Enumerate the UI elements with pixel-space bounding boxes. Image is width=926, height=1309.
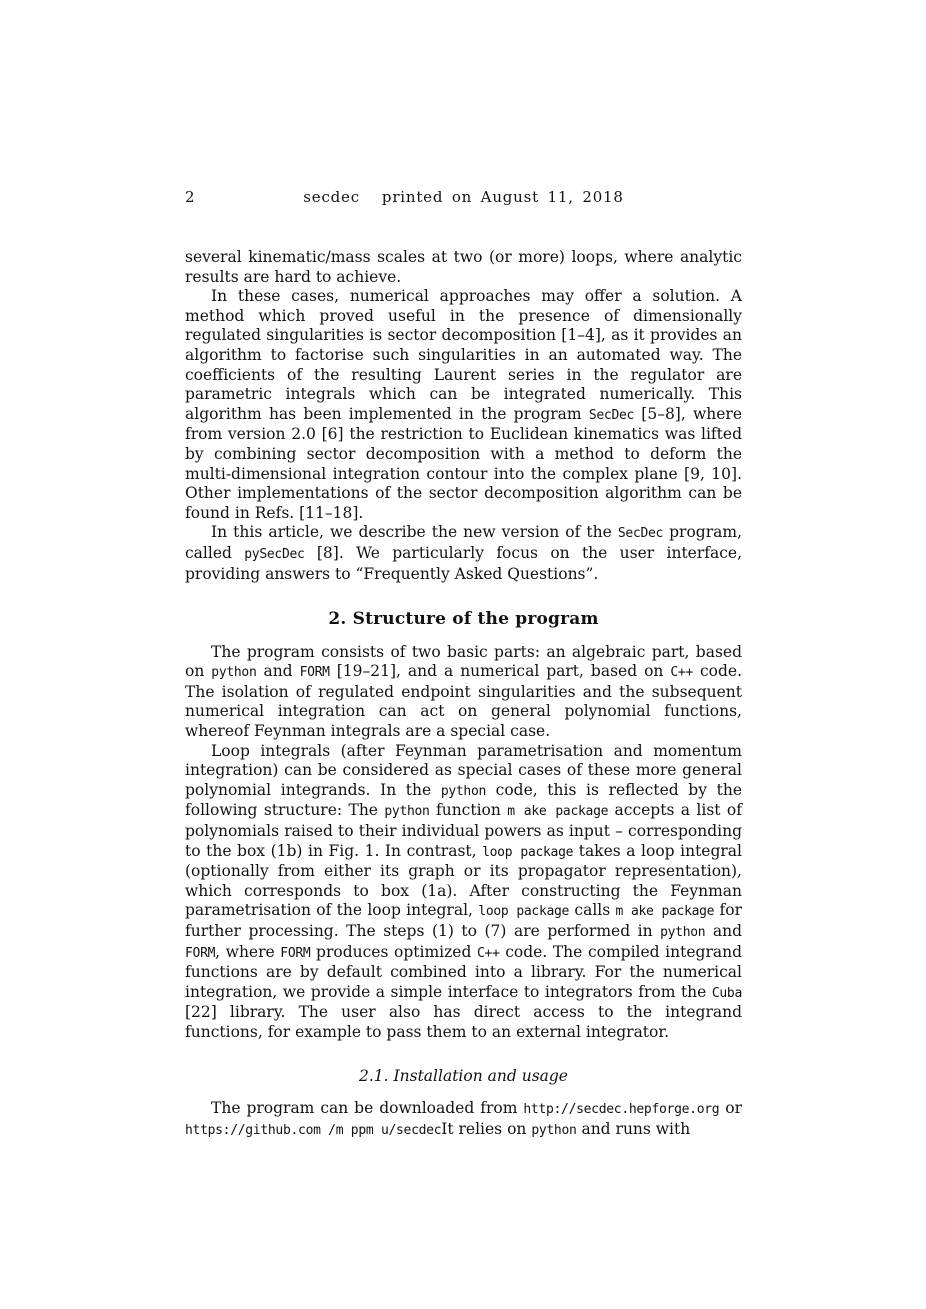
code-inline: m ake package	[615, 904, 715, 920]
paragraph	[185, 523, 742, 584]
text-run: [19–21], and a numerical part, based on	[329, 662, 671, 681]
code-inline: C++	[477, 945, 500, 961]
text-run: [5–8], where from version 2.0 [6] the restriction to Euclidean kinematics was lifted by combining sector decomposition with a method to deform the multi-dimensional integration contour into the complex plane [9, 10]. Other implementations of the sector decomposition algorithm can be found in Refs. [11–18].	[185, 404, 742, 522]
paragraph	[185, 248, 742, 287]
page-content	[185, 188, 742, 1140]
text-run: [8]. We particularly focus on the user interface, providing answers to “Frequently Asked Questions”.	[185, 543, 743, 583]
running-title-right: printed on August 11, 2018	[381, 188, 624, 206]
text-run: several kinematic/mass scales at two (or more) loops, where analytic results are hard to achieve.	[185, 248, 742, 286]
code-inline: python	[384, 804, 430, 820]
paragraph	[185, 643, 742, 742]
code-inline: loop package	[478, 904, 570, 920]
code-inline: python	[531, 1122, 577, 1138]
code-inline: SecDec	[588, 407, 635, 423]
code-inline: C++	[670, 665, 693, 681]
section-heading: 2. Structure of the program	[328, 609, 599, 630]
code-inline: m ake package	[507, 804, 609, 820]
text-run: code, this is reflected by the following structure: The	[185, 780, 742, 820]
code-inline: FORM	[185, 945, 216, 961]
text-run: and runs with	[576, 1119, 691, 1138]
text-run: takes a loop integral (optionally from either its graph or its propagator representation), which corresponds to box (1a). After constructing the Feynman parametrisation of the loop integral,	[185, 841, 742, 920]
text-run: produces optimized	[310, 942, 477, 961]
link-url[interactable]: http://secdec.hepforge.org	[523, 1102, 720, 1118]
text-run: In this article, we describe the new version of the	[211, 523, 618, 542]
text-run: In these cases, numerical approaches may offer a solution. A method which proved useful in the presence of dimensionally regulated singularities is sector decomposition [1–4], as it provides an algorithm to factorise such singularities in an automated way. The coefficients of the resulting Laurent series in the regulator are parametric integrals which can be integrated numerically. This algorithm has been implemented in the program	[185, 287, 742, 423]
text-run: or	[719, 1099, 743, 1118]
code-inline: SecDec	[617, 526, 664, 542]
code-inline: python	[440, 783, 487, 799]
code-inline: loop package	[482, 844, 574, 860]
text-run: calls	[569, 901, 616, 920]
text-run: and	[256, 662, 300, 681]
running-title-left: secdec	[303, 188, 360, 206]
text-run: function	[429, 801, 508, 820]
text-run: [22] library. The user also has direct access to the integrand functions, for example to pass them to an external integrator.	[185, 1003, 742, 1041]
running-head	[185, 188, 742, 208]
paragraph	[185, 1099, 742, 1140]
running-title	[185, 188, 742, 206]
code-inline: FORM	[299, 665, 330, 681]
paragraph	[185, 742, 742, 1043]
text-run: and	[705, 922, 742, 940]
text-run: The program can be downloaded from	[211, 1099, 524, 1118]
code-inline: FORM	[280, 945, 311, 961]
subsection-heading: 2.1. Installation and usage	[359, 1066, 568, 1085]
article-body	[185, 248, 742, 1140]
paragraph	[185, 287, 742, 523]
code-inline: python	[660, 925, 706, 940]
text-run: The program consists of two basic parts: an algebraic part, based on	[185, 642, 742, 681]
text-run: code. The compiled integrand functions are by default combined into a library. For the numerical integration, we provide a simple interface to integrators from the	[185, 942, 743, 1001]
link-url[interactable]: https://github.com /m ppm u/secdec	[185, 1122, 442, 1138]
page-number: 2	[185, 188, 196, 206]
text-run: code. The isolation of regulated endpoint singularities and the subsequent numerical integration can act on general polynomial functions, whereof Feynman integrals are a special case.	[185, 662, 742, 741]
code-inline: Cuba	[711, 985, 742, 1001]
code-inline: pySecDec	[244, 546, 305, 562]
text-run: program, called	[185, 523, 742, 562]
text-run: for further processing. The steps (1) to (7) are performed in	[185, 901, 742, 940]
text-run: , where	[215, 942, 281, 961]
text-run: Loop integrals (after Feynman parametrisation and momentum integration) can be considered as special cases of these more general polynomial integrands. In the	[185, 741, 742, 799]
text-run: accepts a list of polynomials raised to their individual powers as input – corresponding to the box (1b) in Fig. 1. In contrast,	[185, 801, 742, 860]
code-inline: python	[211, 665, 257, 681]
text-run: It relies on	[441, 1119, 532, 1138]
